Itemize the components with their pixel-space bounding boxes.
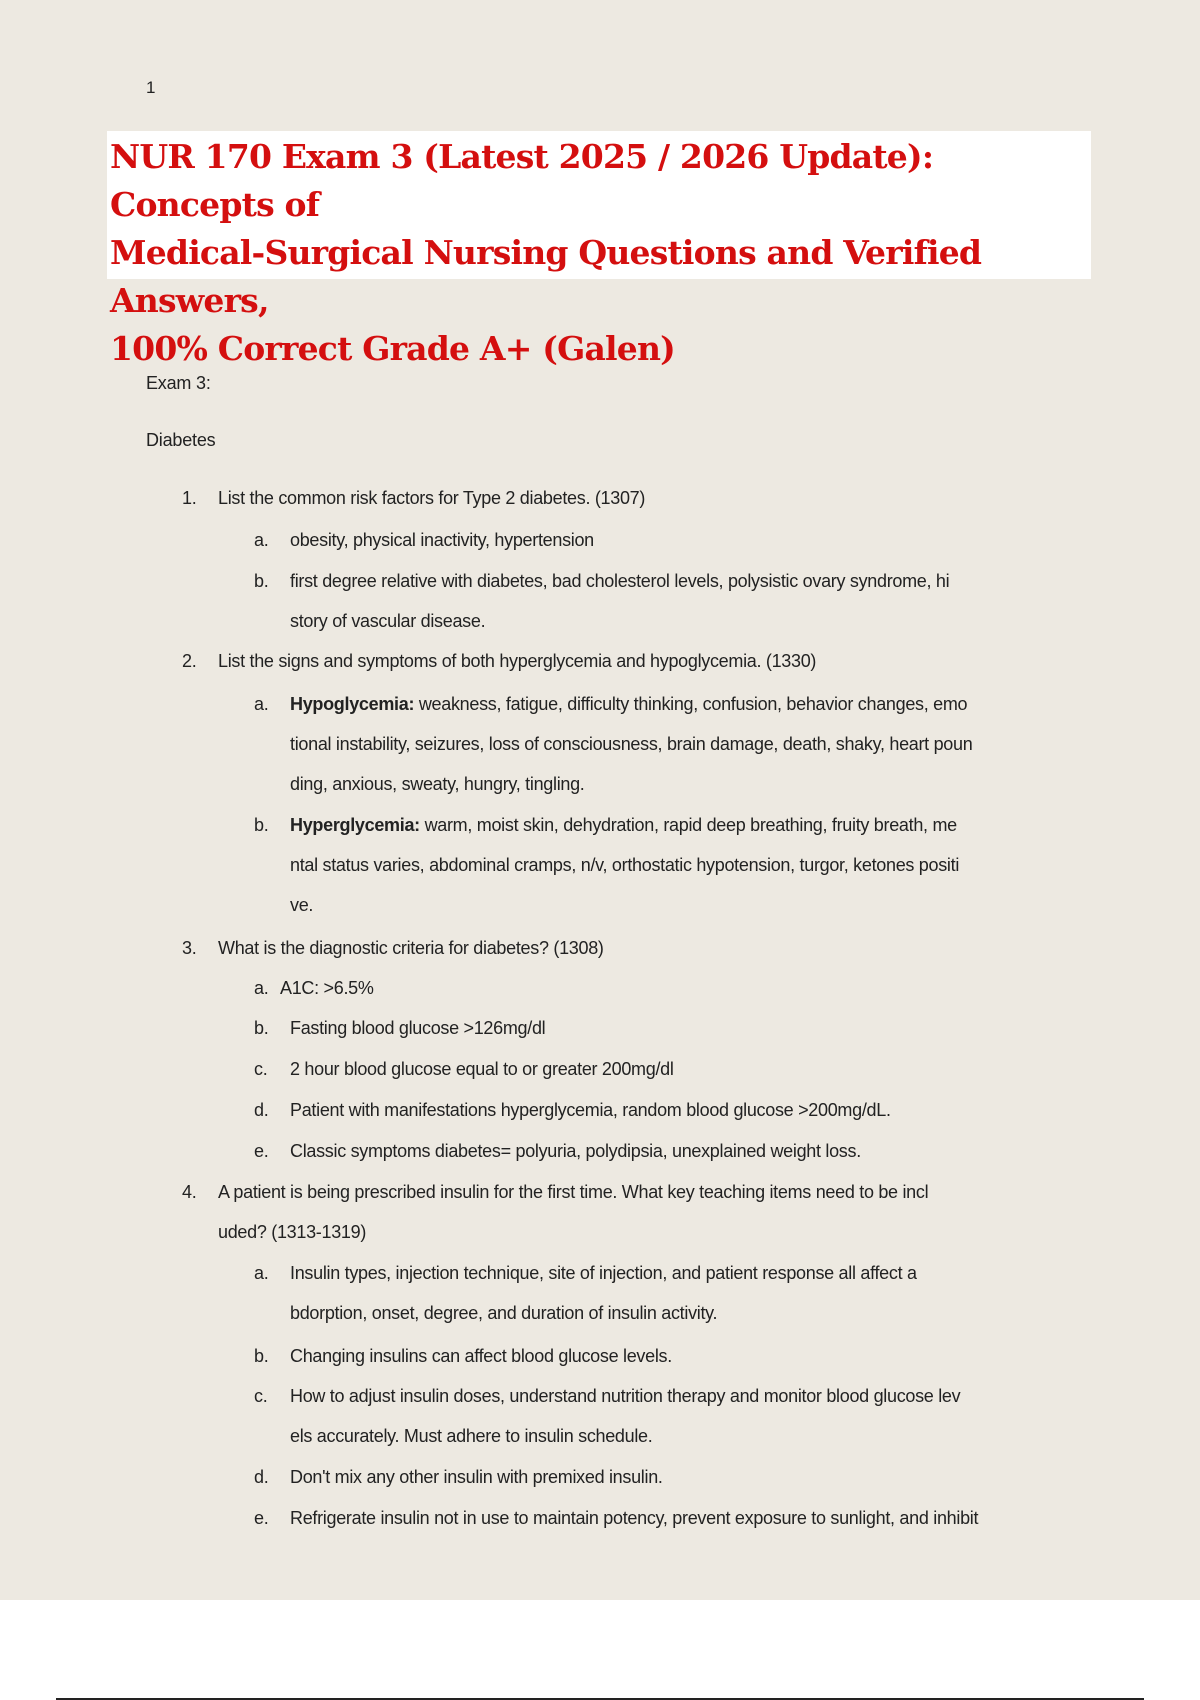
answer-letter: d.: [254, 1100, 269, 1120]
answer-text: tional instability, seizures, loss of consciousness, brain damage, death, shaky, heart poun: [290, 734, 973, 754]
answer-letter: d.: [254, 1467, 269, 1487]
answer-text: warm, moist skin, dehydration, rapid deep breathing, fruity breath, me: [419, 815, 957, 835]
answer-text: ding, anxious, sweaty, hungry, tingling.: [290, 774, 585, 794]
answer-text: first degree relative with diabetes, bad cholesterol levels, polysistic ovary syndrome, hi: [290, 571, 950, 591]
answer-text: weakness, fatigue, difficulty thinking, confusion, behavior changes, emo: [414, 694, 968, 714]
answer-letter: b.: [254, 1018, 269, 1038]
question-text: List the signs and symptoms of both hyperglycemia and hypoglycemia. (1330): [218, 651, 817, 671]
question-text: A patient is being prescribed insulin for the first time. What key teaching items need to be incl: [218, 1182, 929, 1202]
answer-letter: a.: [254, 1263, 269, 1283]
question-number: 4.: [182, 1182, 197, 1202]
answer-letter: a.: [254, 530, 269, 550]
answer-text: ntal status varies, abdominal cramps, n/v, orthostatic hypotension, turgor, ketones positi: [290, 855, 960, 875]
answer-letter: a.: [254, 978, 269, 998]
section-heading: Diabetes: [146, 430, 216, 450]
answer-text: 2 hour blood glucose equal to or greater 200mg/dl: [290, 1059, 674, 1079]
question-number: 2.: [182, 651, 197, 671]
answer-text: Classic symptoms diabetes= polyuria, polydipsia, unexplained weight loss.: [290, 1141, 861, 1161]
exam-label: Exam 3:: [146, 373, 211, 393]
answer-text: Changing insulins can affect blood glucose levels.: [290, 1346, 672, 1366]
page-number: 1: [146, 78, 156, 97]
question-text: List the common risk factors for Type 2 diabetes. (1307): [218, 488, 646, 508]
question-number: 1.: [182, 488, 197, 508]
answer-text: Refrigerate insulin not in use to maintain potency, prevent exposure to sunlight, and inhibit: [290, 1508, 979, 1528]
answer-letter: e.: [254, 1141, 269, 1161]
answer-text: story of vascular disease.: [290, 611, 486, 631]
answer-text: Don't mix any other insulin with premixed insulin.: [290, 1467, 663, 1487]
document-title: [110, 133, 1087, 373]
answer-text: ve.: [290, 895, 314, 915]
answer-text: bdorption, onset, degree, and duration of insulin activity.: [290, 1303, 718, 1323]
title-line: Medical-Surgical Nursing Questions and Verified Answers,: [110, 233, 982, 320]
title-line: 100% Correct Grade A+ (Galen): [110, 329, 675, 368]
answer-letter: c.: [254, 1386, 268, 1406]
answer-text: Patient with manifestations hyperglycemia, random blood glucose >200mg/dL.: [290, 1100, 891, 1120]
answer-text: Fasting blood glucose >126mg/dl: [290, 1018, 546, 1038]
answer-letter: b.: [254, 1346, 269, 1366]
answer-term: Hypoglycemia:: [290, 694, 415, 714]
answer-letter: b.: [254, 815, 269, 835]
question-text: uded? (1313-1319): [218, 1222, 367, 1242]
answer-term: Hyperglycemia:: [290, 815, 420, 835]
answer-text: A1C: >6.5%: [280, 978, 374, 998]
answer-text: obesity, physical inactivity, hypertension: [290, 530, 594, 550]
title-box: [107, 131, 1091, 368]
title-line: NUR 170 Exam 3 (Latest 2025 / 2026 Update): Concepts of: [110, 137, 934, 224]
answer-letter: b.: [254, 571, 269, 591]
answer-letter: e.: [254, 1508, 269, 1528]
answer-letter: c.: [254, 1059, 268, 1079]
answer-text: How to adjust insulin doses, understand nutrition therapy and monitor blood glucose lev: [290, 1386, 961, 1406]
question-text: What is the diagnostic criteria for diabetes? (1308): [218, 938, 604, 958]
answer-text: Insulin types, injection technique, site of injection, and patient response all affect a: [290, 1263, 917, 1283]
answer-letter: a.: [254, 694, 269, 714]
answer-text: els accurately. Must adhere to insulin schedule.: [290, 1426, 653, 1446]
question-number: 3.: [182, 938, 197, 958]
